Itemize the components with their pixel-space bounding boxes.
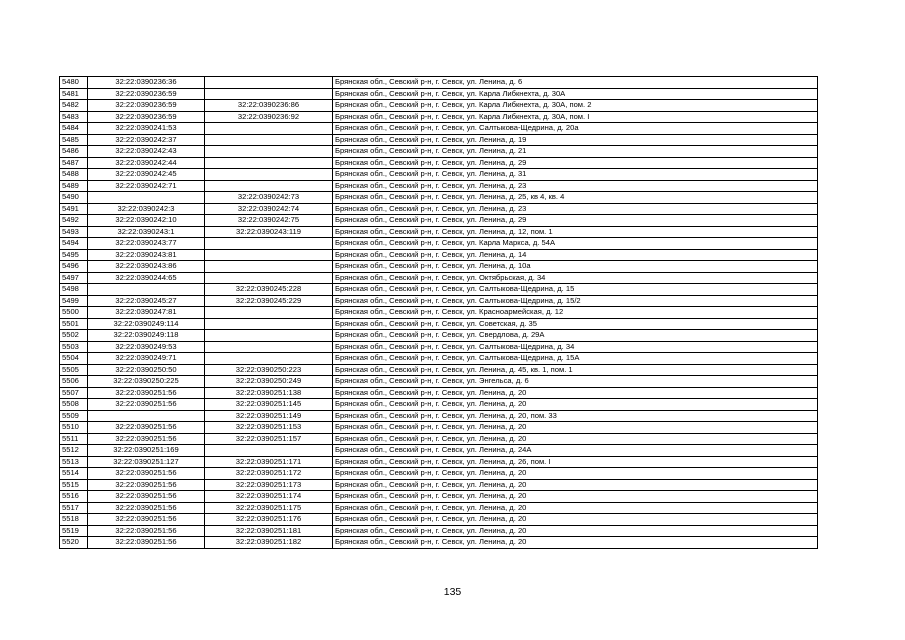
object-cadastral-number-cell: 32:22:0390251:157 <box>205 433 333 445</box>
address-cell: Брянская обл., Севский р-н, г. Севск, ул. Ленина, д. 20 <box>333 537 818 549</box>
row-number-cell: 5506 <box>60 376 88 388</box>
cadastral-number-cell: 32:22:0390251:169 <box>88 445 205 457</box>
address-cell: Брянская обл., Севский р-н, г. Севск, ул. Ленина, д. 20 <box>333 468 818 480</box>
cadastral-number-cell: 32:22:0390242:37 <box>88 134 205 146</box>
cadastral-number-cell: 32:22:0390250:50 <box>88 364 205 376</box>
row-number-cell: 5514 <box>60 468 88 480</box>
row-number-cell: 5520 <box>60 537 88 549</box>
object-cadastral-number-cell: 32:22:0390243:119 <box>205 226 333 238</box>
table-row <box>60 261 818 273</box>
cadastral-number-cell: 32:22:0390251:56 <box>88 502 205 514</box>
cadastral-number-cell: 32:22:0390251:56 <box>88 433 205 445</box>
address-cell: Брянская обл., Севский р-н, г. Севск, ул. Ленина, д. 29 <box>333 215 818 227</box>
row-number-cell: 5487 <box>60 157 88 169</box>
table-row <box>60 146 818 158</box>
address-cell: Брянская обл., Севский р-н, г. Севск, ул. Ленина, д. 6 <box>333 77 818 89</box>
cadastral-number-cell: 32:22:0390245:27 <box>88 295 205 307</box>
object-cadastral-number-cell <box>205 88 333 100</box>
address-cell: Брянская обл., Севский р-н, г. Севск, ул. Карла Либкнехта, д. 30А, пом. I <box>333 111 818 123</box>
cadastral-number-cell: 32:22:0390251:56 <box>88 399 205 411</box>
table-row <box>60 192 818 204</box>
row-number-cell: 5483 <box>60 111 88 123</box>
address-cell: Брянская обл., Севский р-н, г. Севск, ул. Ленина, д. 25, кв 4, кв. 4 <box>333 192 818 204</box>
cadastral-number-cell: 32:22:0390242:71 <box>88 180 205 192</box>
cadastral-number-cell <box>88 410 205 422</box>
object-cadastral-number-cell: 32:22:0390245:228 <box>205 284 333 296</box>
row-number-cell: 5512 <box>60 445 88 457</box>
address-cell: Брянская обл., Севский р-н, г. Севск, ул. Ленина, д. 20 <box>333 387 818 399</box>
register-table-body <box>60 77 818 549</box>
table-row <box>60 353 818 365</box>
table-row <box>60 249 818 261</box>
row-number-cell: 5509 <box>60 410 88 422</box>
cadastral-number-cell <box>88 284 205 296</box>
table-row <box>60 272 818 284</box>
object-cadastral-number-cell <box>205 169 333 181</box>
address-cell: Брянская обл., Севский р-н, г. Севск, ул. Ленина, д. 23 <box>333 203 818 215</box>
object-cadastral-number-cell <box>205 157 333 169</box>
table-row <box>60 100 818 112</box>
object-cadastral-number-cell: 32:22:0390251:181 <box>205 525 333 537</box>
row-number-cell: 5488 <box>60 169 88 181</box>
cadastral-number-cell: 32:22:0390249:118 <box>88 330 205 342</box>
address-cell: Брянская обл., Севский р-н, г. Севск, ул. Салтыкова-Щедрина, д. 20а <box>333 123 818 135</box>
table-row <box>60 77 818 89</box>
cadastral-number-cell: 32:22:0390251:56 <box>88 537 205 549</box>
object-cadastral-number-cell: 32:22:0390251:138 <box>205 387 333 399</box>
row-number-cell: 5510 <box>60 422 88 434</box>
cadastral-number-cell: 32:22:0390249:53 <box>88 341 205 353</box>
address-cell: Брянская обл., Севский р-н, г. Севск, ул. Ленина, д. 20 <box>333 479 818 491</box>
cadastral-number-cell: 32:22:0390242:44 <box>88 157 205 169</box>
object-cadastral-number-cell <box>205 353 333 365</box>
cadastral-number-cell: 32:22:0390242:43 <box>88 146 205 158</box>
row-number-cell: 5501 <box>60 318 88 330</box>
cadastral-number-cell: 32:22:0390236:59 <box>88 100 205 112</box>
address-cell: Брянская обл., Севский р-н, г. Севск, ул. Салтыкова-Щедрина, д. 15А <box>333 353 818 365</box>
table-row <box>60 514 818 526</box>
row-number-cell: 5517 <box>60 502 88 514</box>
row-number-cell: 5486 <box>60 146 88 158</box>
address-cell: Брянская обл., Севский р-н, г. Севск, ул. Ленина, д. 14 <box>333 249 818 261</box>
table-row <box>60 422 818 434</box>
cadastral-number-cell: 32:22:0390242:45 <box>88 169 205 181</box>
row-number-cell: 5491 <box>60 203 88 215</box>
object-cadastral-number-cell <box>205 123 333 135</box>
object-cadastral-number-cell: 32:22:0390245:229 <box>205 295 333 307</box>
table-row <box>60 433 818 445</box>
address-cell: Брянская обл., Севский р-н, г. Севск, ул. Ленина, д. 12, пом. 1 <box>333 226 818 238</box>
cadastral-number-cell: 32:22:0390251:56 <box>88 525 205 537</box>
table-row <box>60 169 818 181</box>
cadastral-number-cell: 32:22:0390251:56 <box>88 468 205 480</box>
row-number-cell: 5494 <box>60 238 88 250</box>
cadastral-number-cell: 32:22:0390251:56 <box>88 479 205 491</box>
table-row <box>60 502 818 514</box>
row-number-cell: 5482 <box>60 100 88 112</box>
object-cadastral-number-cell <box>205 180 333 192</box>
table-row <box>60 203 818 215</box>
table-row <box>60 399 818 411</box>
cadastral-number-cell: 32:22:0390251:56 <box>88 491 205 503</box>
object-cadastral-number-cell: 32:22:0390251:171 <box>205 456 333 468</box>
cadastral-number-cell: 32:22:0390243:77 <box>88 238 205 250</box>
address-cell: Брянская обл., Севский р-н, г. Севск, ул. Ленина, д. 20 <box>333 502 818 514</box>
row-number-cell: 5511 <box>60 433 88 445</box>
object-cadastral-number-cell <box>205 77 333 89</box>
table-row <box>60 215 818 227</box>
page-number: 135 <box>443 586 462 598</box>
object-cadastral-number-cell <box>205 146 333 158</box>
object-cadastral-number-cell: 32:22:0390250:249 <box>205 376 333 388</box>
object-cadastral-number-cell: 32:22:0390251:174 <box>205 491 333 503</box>
object-cadastral-number-cell <box>205 261 333 273</box>
row-number-cell: 5480 <box>60 77 88 89</box>
address-cell: Брянская обл., Севский р-н, г. Севск, ул. Ленина, д. 21 <box>333 146 818 158</box>
property-register-table <box>59 76 818 549</box>
table-row <box>60 387 818 399</box>
row-number-cell: 5508 <box>60 399 88 411</box>
table-row <box>60 111 818 123</box>
row-number-cell: 5519 <box>60 525 88 537</box>
object-cadastral-number-cell: 32:22:0390251:176 <box>205 514 333 526</box>
table-row <box>60 238 818 250</box>
object-cadastral-number-cell <box>205 445 333 457</box>
address-cell: Брянская обл., Севский р-н, г. Севск, ул. Ленина, д. 20, пом. 33 <box>333 410 818 422</box>
table-row <box>60 157 818 169</box>
table-row <box>60 318 818 330</box>
address-cell: Брянская обл., Севский р-н, г. Севск, ул. Свердлова, д. 29А <box>333 330 818 342</box>
address-cell: Брянская обл., Севский р-н, г. Севск, ул. Октябрьская, д. 34 <box>333 272 818 284</box>
table-row <box>60 180 818 192</box>
cadastral-number-cell: 32:22:0390242:3 <box>88 203 205 215</box>
address-cell: Брянская обл., Севский р-н, г. Севск, ул. Ленина, д. 20 <box>333 422 818 434</box>
row-number-cell: 5505 <box>60 364 88 376</box>
cadastral-number-cell: 32:22:0390236:59 <box>88 111 205 123</box>
address-cell: Брянская обл., Севский р-н, г. Севск, ул. Ленина, д. 29 <box>333 157 818 169</box>
row-number-cell: 5498 <box>60 284 88 296</box>
object-cadastral-number-cell <box>205 134 333 146</box>
object-cadastral-number-cell <box>205 272 333 284</box>
object-cadastral-number-cell: 32:22:0390242:75 <box>205 215 333 227</box>
object-cadastral-number-cell <box>205 307 333 319</box>
row-number-cell: 5503 <box>60 341 88 353</box>
object-cadastral-number-cell <box>205 238 333 250</box>
cadastral-number-cell: 32:22:0390236:59 <box>88 88 205 100</box>
cadastral-number-cell: 32:22:0390243:86 <box>88 261 205 273</box>
address-cell: Брянская обл., Севский р-н, г. Севск, ул. Ленина, д. 26, пом. I <box>333 456 818 468</box>
table-row <box>60 330 818 342</box>
row-number-cell: 5515 <box>60 479 88 491</box>
object-cadastral-number-cell: 32:22:0390251:173 <box>205 479 333 491</box>
row-number-cell: 5485 <box>60 134 88 146</box>
table-row <box>60 88 818 100</box>
table-row <box>60 537 818 549</box>
row-number-cell: 5492 <box>60 215 88 227</box>
table-row <box>60 491 818 503</box>
table-row <box>60 307 818 319</box>
row-number-cell: 5504 <box>60 353 88 365</box>
address-cell: Брянская обл., Севский р-н, г. Севск, ул. Салтыкова-Щедрина, д. 34 <box>333 341 818 353</box>
object-cadastral-number-cell <box>205 330 333 342</box>
cadastral-number-cell: 32:22:0390251:56 <box>88 422 205 434</box>
cadastral-number-cell: 32:22:0390243:81 <box>88 249 205 261</box>
address-cell: Брянская обл., Севский р-н, г. Севск, ул. Салтыкова-Щедрина, д. 15 <box>333 284 818 296</box>
cadastral-number-cell: 32:22:0390244:65 <box>88 272 205 284</box>
address-cell: Брянская обл., Севский р-н, г. Севск, ул. Карла Либкнехта, д. 30А <box>333 88 818 100</box>
object-cadastral-number-cell: 32:22:0390251:175 <box>205 502 333 514</box>
table-row <box>60 445 818 457</box>
table-row <box>60 364 818 376</box>
row-number-cell: 5493 <box>60 226 88 238</box>
address-cell: Брянская обл., Севский р-н, г. Севск, ул. Ленина, д. 24А <box>333 445 818 457</box>
object-cadastral-number-cell: 32:22:0390251:153 <box>205 422 333 434</box>
row-number-cell: 5502 <box>60 330 88 342</box>
object-cadastral-number-cell: 32:22:0390236:92 <box>205 111 333 123</box>
row-number-cell: 5513 <box>60 456 88 468</box>
row-number-cell: 5507 <box>60 387 88 399</box>
object-cadastral-number-cell: 32:22:0390251:182 <box>205 537 333 549</box>
address-cell: Брянская обл., Севский р-н, г. Севск, ул. Салтыкова-Щедрина, д. 15/2 <box>333 295 818 307</box>
row-number-cell: 5490 <box>60 192 88 204</box>
cadastral-number-cell: 32:22:0390249:71 <box>88 353 205 365</box>
row-number-cell: 5484 <box>60 123 88 135</box>
table-row <box>60 134 818 146</box>
address-cell: Брянская обл., Севский р-н, г. Севск, ул. Ленина, д. 10а <box>333 261 818 273</box>
row-number-cell: 5516 <box>60 491 88 503</box>
cadastral-number-cell: 32:22:0390251:127 <box>88 456 205 468</box>
address-cell: Брянская обл., Севский р-н, г. Севск, ул. Советская, д. 35 <box>333 318 818 330</box>
address-cell: Брянская обл., Севский р-н, г. Севск, ул. Карла Либкнехта, д. 30А, пом. 2 <box>333 100 818 112</box>
cadastral-number-cell: 32:22:0390236:36 <box>88 77 205 89</box>
address-cell: Брянская обл., Севский р-н, г. Севск, ул. Красноармейская, д. 12 <box>333 307 818 319</box>
object-cadastral-number-cell: 32:22:0390242:73 <box>205 192 333 204</box>
object-cadastral-number-cell: 32:22:0390250:223 <box>205 364 333 376</box>
table-row <box>60 456 818 468</box>
row-number-cell: 5500 <box>60 307 88 319</box>
row-number-cell: 5481 <box>60 88 88 100</box>
address-cell: Брянская обл., Севский р-н, г. Севск, ул. Ленина, д. 23 <box>333 180 818 192</box>
object-cadastral-number-cell: 32:22:0390242:74 <box>205 203 333 215</box>
cadastral-number-cell: 32:22:0390251:56 <box>88 387 205 399</box>
cadastral-number-cell: 32:22:0390250:225 <box>88 376 205 388</box>
object-cadastral-number-cell: 32:22:0390251:145 <box>205 399 333 411</box>
address-cell: Брянская обл., Севский р-н, г. Севск, ул. Ленина, д. 19 <box>333 134 818 146</box>
address-cell: Брянская обл., Севский р-н, г. Севск, ул. Ленина, д. 20 <box>333 514 818 526</box>
object-cadastral-number-cell <box>205 341 333 353</box>
address-cell: Брянская обл., Севский р-н, г. Севск, ул. Энгельса, д. 6 <box>333 376 818 388</box>
row-number-cell: 5518 <box>60 514 88 526</box>
address-cell: Брянская обл., Севский р-н, г. Севск, ул. Ленина, д. 20 <box>333 491 818 503</box>
cadastral-number-cell: 32:22:0390243:1 <box>88 226 205 238</box>
object-cadastral-number-cell: 32:22:0390236:86 <box>205 100 333 112</box>
table-row <box>60 468 818 480</box>
table-row <box>60 410 818 422</box>
cadastral-number-cell: 32:22:0390251:56 <box>88 514 205 526</box>
table-row <box>60 295 818 307</box>
cadastral-number-cell <box>88 192 205 204</box>
row-number-cell: 5497 <box>60 272 88 284</box>
table-row <box>60 341 818 353</box>
table-row <box>60 525 818 537</box>
address-cell: Брянская обл., Севский р-н, г. Севск, ул. Ленина, д. 45, кв. 1, пом. 1 <box>333 364 818 376</box>
table-row <box>60 479 818 491</box>
row-number-cell: 5499 <box>60 295 88 307</box>
row-number-cell: 5489 <box>60 180 88 192</box>
table-row <box>60 226 818 238</box>
table-row <box>60 284 818 296</box>
address-cell: Брянская обл., Севский р-н, г. Севск, ул. Ленина, д. 31 <box>333 169 818 181</box>
cadastral-number-cell: 32:22:0390249:114 <box>88 318 205 330</box>
object-cadastral-number-cell <box>205 318 333 330</box>
table-row <box>60 123 818 135</box>
row-number-cell: 5495 <box>60 249 88 261</box>
address-cell: Брянская обл., Севский р-н, г. Севск, ул. Ленина, д. 20 <box>333 433 818 445</box>
cadastral-number-cell: 32:22:0390242:10 <box>88 215 205 227</box>
object-cadastral-number-cell: 32:22:0390251:149 <box>205 410 333 422</box>
object-cadastral-number-cell: 32:22:0390251:172 <box>205 468 333 480</box>
address-cell: Брянская обл., Севский р-н, г. Севск, ул. Ленина, д. 20 <box>333 525 818 537</box>
object-cadastral-number-cell <box>205 249 333 261</box>
cadastral-number-cell: 32:22:0390241:53 <box>88 123 205 135</box>
address-cell: Брянская обл., Севский р-н, г. Севск, ул. Карла Маркса, д. 54А <box>333 238 818 250</box>
cadastral-number-cell: 32:22:0390247:81 <box>88 307 205 319</box>
table-row <box>60 376 818 388</box>
row-number-cell: 5496 <box>60 261 88 273</box>
address-cell: Брянская обл., Севский р-н, г. Севск, ул. Ленина, д. 20 <box>333 399 818 411</box>
